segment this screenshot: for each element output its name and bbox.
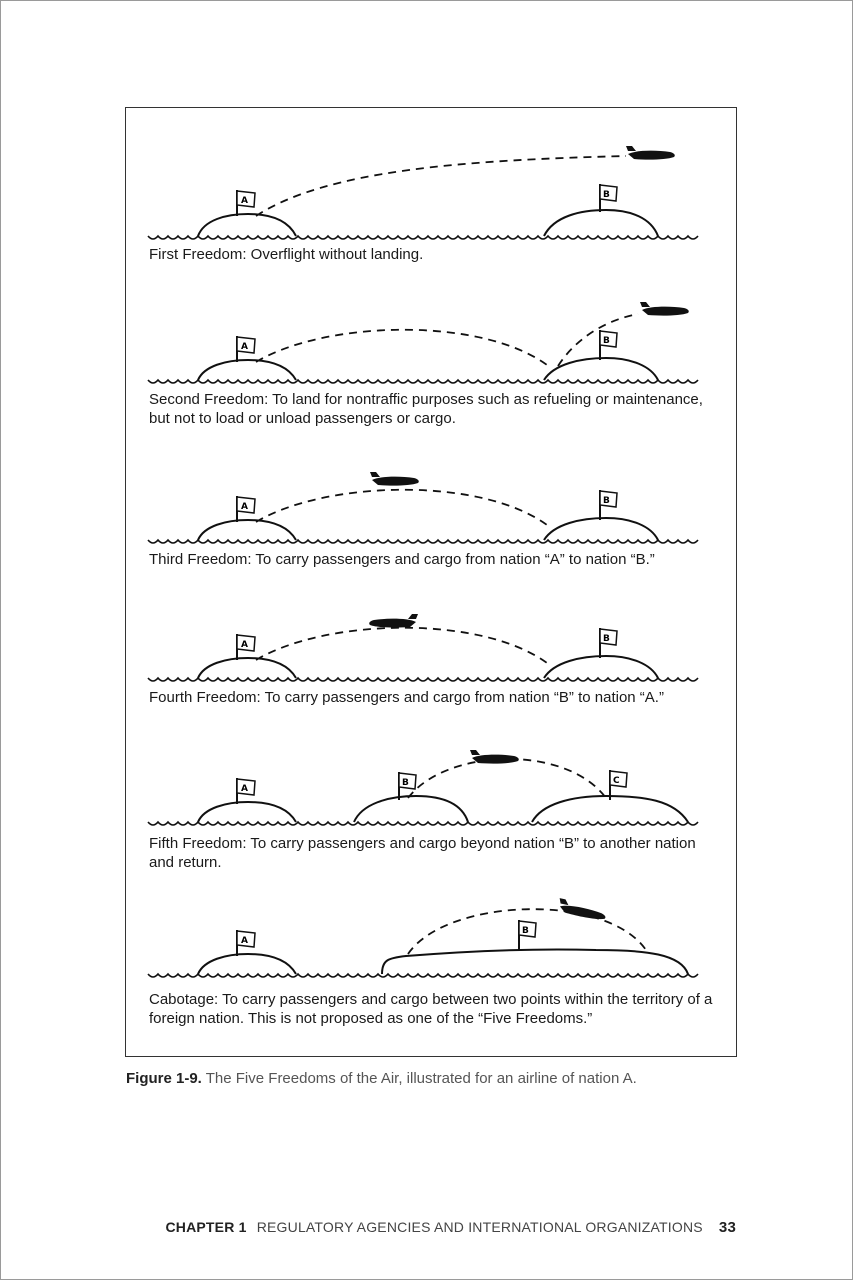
island-a bbox=[198, 520, 296, 540]
flight-path bbox=[256, 490, 551, 528]
island-b bbox=[354, 796, 468, 822]
svg-text:A: A bbox=[241, 784, 248, 794]
figure-label: Figure 1-9. bbox=[126, 1070, 202, 1087]
flag-b bbox=[519, 920, 536, 950]
svg-text:A: A bbox=[241, 640, 248, 650]
airplane-icon bbox=[470, 750, 519, 764]
svg-text:C: C bbox=[613, 776, 620, 786]
airplane-icon bbox=[369, 614, 418, 628]
panel-second-freedom bbox=[126, 278, 736, 438]
flag-a bbox=[237, 778, 255, 804]
svg-text:B: B bbox=[603, 336, 610, 346]
airplane-icon bbox=[557, 898, 608, 921]
figure-caption bbox=[126, 1070, 766, 1087]
caption-fifth-freedom: Fifth Freedom: To carry passengers and cargo beyond nation “B” to another nation and return. bbox=[149, 835, 696, 871]
island-a bbox=[198, 214, 296, 236]
sea-waves bbox=[148, 678, 698, 681]
island-b bbox=[544, 210, 658, 236]
sea-waves bbox=[148, 380, 698, 383]
panel-fourth-freedom bbox=[126, 596, 736, 706]
svg-text:A: A bbox=[241, 342, 248, 352]
sea-waves bbox=[148, 236, 698, 239]
airplane-icon bbox=[626, 146, 675, 160]
flag-b bbox=[600, 490, 617, 520]
island-b bbox=[544, 656, 658, 678]
flag-a bbox=[237, 190, 255, 216]
page-number: 33 bbox=[718, 1219, 736, 1236]
sea-waves bbox=[148, 822, 698, 825]
island-a bbox=[198, 954, 296, 974]
flag-a bbox=[237, 930, 255, 956]
footer-chapter-title: REGULATORY AGENCIES AND INTERNATIONAL ORGANIZATIONS bbox=[256, 1219, 703, 1235]
airplane-icon bbox=[370, 472, 419, 486]
caption-fourth-freedom: Fourth Freedom: To carry passengers and cargo from nation “B” to nation “A.” bbox=[149, 689, 664, 706]
svg-text:B: B bbox=[522, 926, 529, 936]
flag-b bbox=[600, 330, 617, 360]
panel-first-freedom bbox=[126, 108, 736, 268]
flag-b bbox=[600, 628, 617, 658]
sea-waves bbox=[148, 974, 698, 977]
island-a bbox=[198, 658, 296, 678]
figure-frame bbox=[125, 107, 737, 1057]
flag-a bbox=[237, 634, 255, 660]
sea-waves bbox=[148, 540, 698, 543]
caption-cabotage: Cabotage: To carry passengers and cargo between two points within the territory of a foreign nation. This is not proposed as one of the “Five Freedoms.” bbox=[149, 991, 713, 1027]
flight-path bbox=[408, 759, 606, 798]
svg-text:B: B bbox=[603, 496, 610, 506]
first-freedom-illustration bbox=[126, 108, 738, 268]
flight-path bbox=[256, 628, 551, 666]
island-b bbox=[382, 949, 688, 974]
caption-second-freedom: Second Freedom: To land for nontraffic purposes such as refueling or maintenance, but not to load or unload passengers or cargo. bbox=[149, 391, 703, 427]
flight-path bbox=[256, 156, 626, 216]
caption-third-freedom: Third Freedom: To carry passengers and cargo from nation “A” to nation “B.” bbox=[149, 551, 655, 568]
svg-text:B: B bbox=[402, 778, 409, 788]
figure-caption-text: The Five Freedoms of the Air, illustrated for an airline of nation A. bbox=[201, 1070, 637, 1087]
svg-text:A: A bbox=[241, 196, 248, 206]
flag-a bbox=[237, 336, 255, 362]
running-footer bbox=[165, 1219, 736, 1236]
panel-fifth-freedom bbox=[126, 738, 736, 878]
flight-path-landing bbox=[256, 330, 551, 368]
caption-first-freedom: First Freedom: Overflight without landing. bbox=[149, 246, 424, 263]
island-a bbox=[198, 802, 296, 822]
airplane-icon bbox=[640, 302, 689, 316]
svg-text:B: B bbox=[603, 190, 610, 200]
footer-chapter: CHAPTER 1 bbox=[165, 1219, 247, 1235]
svg-text:B: B bbox=[603, 634, 610, 644]
svg-text:A: A bbox=[241, 936, 248, 946]
flag-b bbox=[600, 184, 617, 212]
island-b bbox=[544, 518, 658, 540]
panel-cabotage bbox=[126, 888, 736, 1048]
panel-third-freedom bbox=[126, 458, 736, 568]
flag-a bbox=[237, 496, 255, 522]
svg-text:A: A bbox=[241, 502, 248, 512]
island-a bbox=[198, 360, 296, 380]
